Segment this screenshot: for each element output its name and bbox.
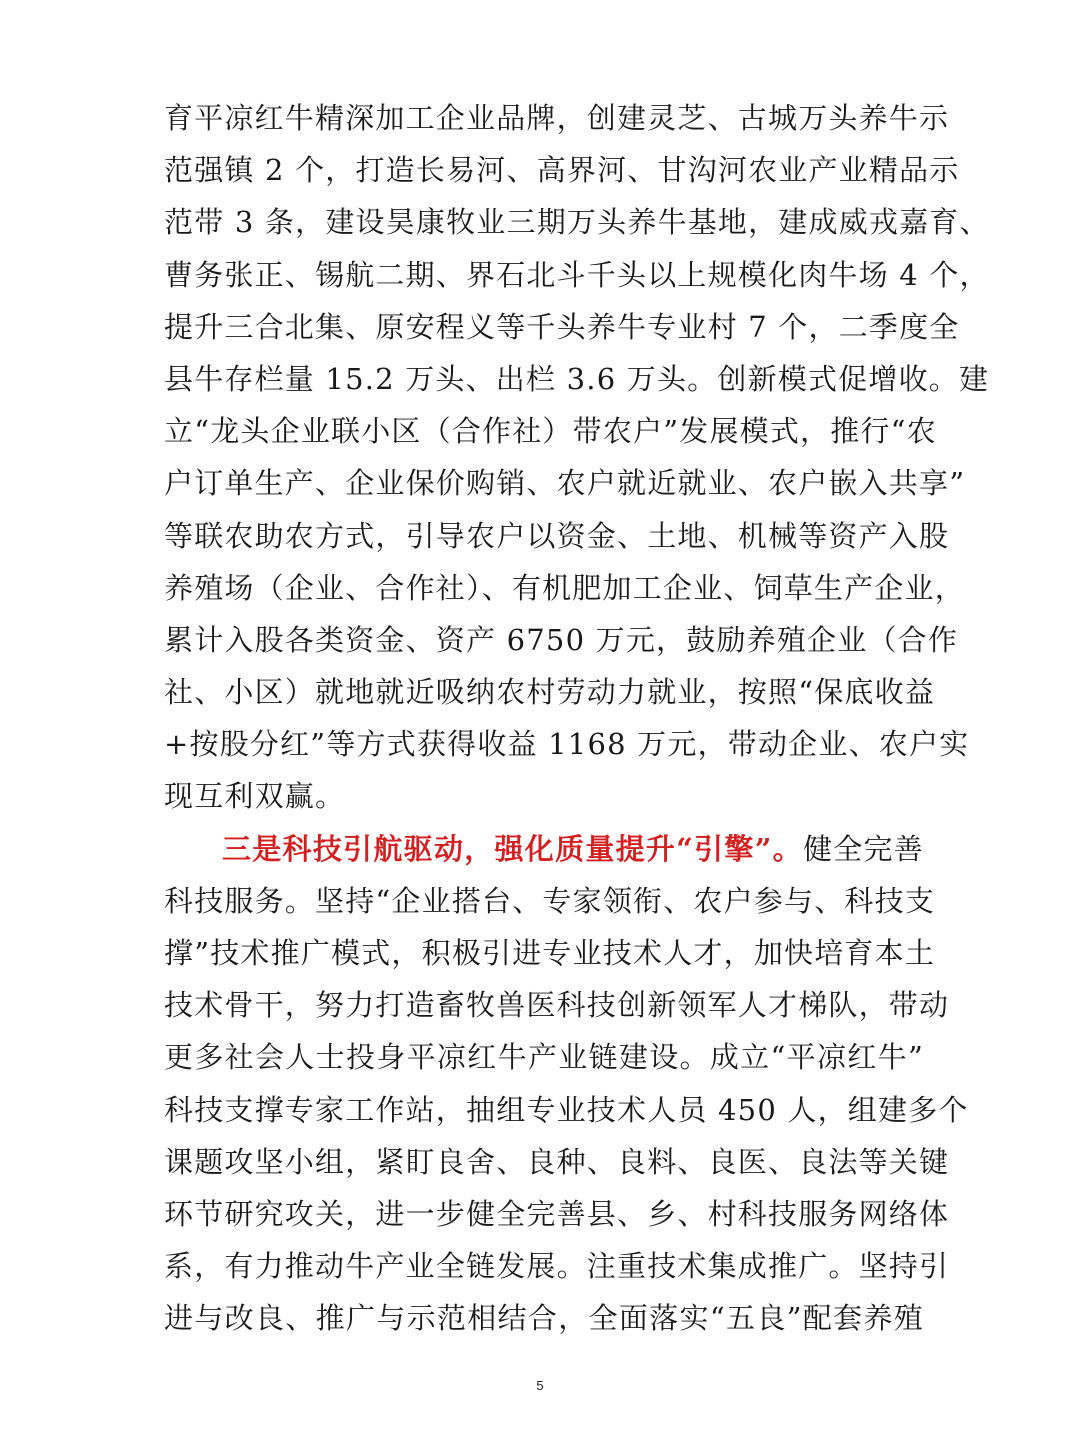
text-line: 育平凉红牛精深加工企业品牌，创建灵芝、古城万头养牛示 bbox=[164, 101, 950, 135]
text-line: 范带 3 条，建设昊康牧业三期万头养牛基地，建成威戎嘉育、 bbox=[164, 205, 990, 240]
text-line: 范强镇 2 个，打造长易河、高界河、甘沟河农业产业精品示 bbox=[164, 153, 960, 188]
text-line: 技术骨干，努力打造畜牧兽医科技创新领军人才梯队，带动 bbox=[164, 988, 950, 1023]
text-line: 社、小区）就地就近吸纳农村劳动力就业，按照“保底收益 bbox=[164, 675, 936, 710]
page-number: 5 bbox=[536, 1378, 544, 1393]
text-line: 养殖场（企业、合作社）、有机肥加工企业、饲草生产企业， bbox=[164, 570, 965, 605]
text-line: 现互利双赢。 bbox=[164, 779, 346, 814]
text-line: 等联农助农方式，引导农户以资金、土地、机械等资产入股 bbox=[164, 518, 950, 553]
text-line: 进与改良、推广与示范相结合，全面落实“五良”配套养殖 bbox=[164, 1301, 924, 1336]
text-line: 县牛存栏量 15.2 万头、出栏 3.6 万头。创新模式促增收。建 bbox=[164, 361, 990, 396]
paragraph-2-first-line bbox=[164, 823, 924, 875]
text-line: 提升三合北集、原安程义等千头养牛专业村 7 个，二季度全 bbox=[164, 309, 960, 344]
text-line: +按股分红”等方式获得收益 1168 万元，带动企业、农户实 bbox=[164, 727, 970, 762]
body-text bbox=[164, 92, 990, 1345]
paragraph-1 bbox=[164, 92, 990, 823]
text-line: 课题攻坚小组，紧盯良舍、良种、良料、良医、良法等关键 bbox=[164, 1144, 950, 1179]
text-line: 环节研究攻关，进一步健全完善县、乡、村科技服务网络体 bbox=[164, 1196, 950, 1231]
text-run: 健全完善 bbox=[802, 831, 924, 866]
text-line: 系，有力推动牛产业全链发展。注重技术集成推广。坚持引 bbox=[164, 1249, 950, 1284]
text-line: 撑”技术推广模式，积极引进专业技术人才，加快培育本土 bbox=[164, 936, 936, 970]
text-line: 更多社会人士投身平凉红牛产业链建设。成立“平凉红牛” bbox=[164, 1040, 924, 1075]
text-line: 户订单生产、企业保价购销、农户就近就业、农户嵌入共享” bbox=[164, 466, 966, 501]
text-line: 科技支撑专家工作站，抽组专业技术人员 450 人，组建多个 bbox=[164, 1092, 969, 1127]
text-line: 科技服务。坚持“企业搭台、专家领衔、农户参与、科技支 bbox=[164, 883, 936, 918]
paragraph-2 bbox=[164, 823, 969, 1345]
section-heading: 三是科技引航驱动，强化质量提升“引擎”。 bbox=[222, 831, 803, 866]
text-line: 立“龙头企业联小区（合作社）带农户”发展模式，推行“农 bbox=[164, 414, 937, 449]
text-line: 累计入股各类资金、资产 6750 万元，鼓励养殖企业（合作 bbox=[164, 622, 959, 657]
text-line: 曹务张正、锡航二期、界石北斗千头以上规模化肉牛场 4 个， bbox=[164, 257, 990, 292]
